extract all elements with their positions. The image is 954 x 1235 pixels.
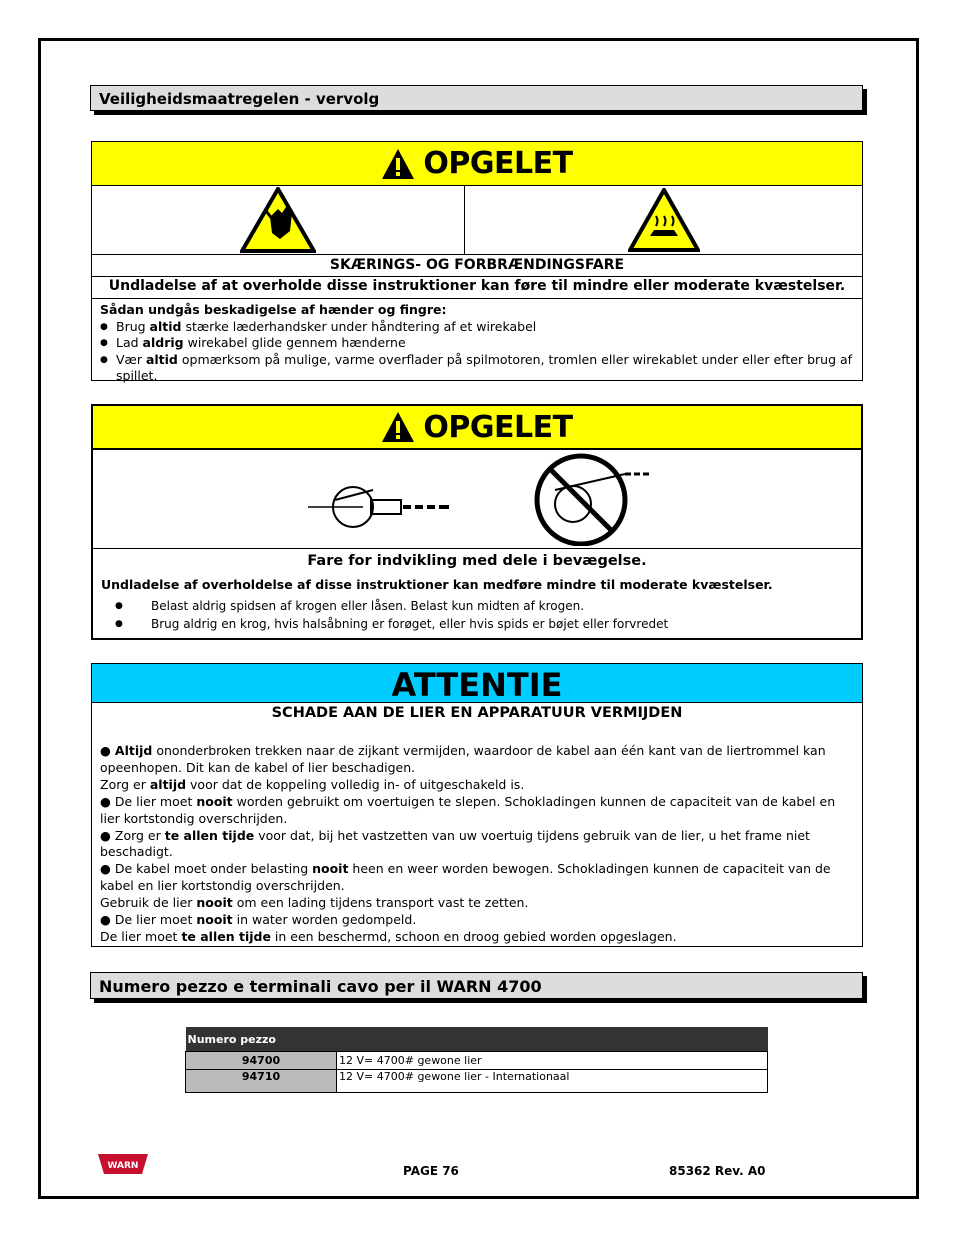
parts-table-header: Numero pezzo bbox=[186, 1027, 768, 1052]
hook-correct-icon bbox=[303, 470, 463, 530]
attention-line: ● Zorg er te allen tijde voor dat, bij het vastzetten van uw voertuig tijdens gebruik van de lier, u het frame niet beschadigt. bbox=[100, 827, 810, 860]
hazard-cell-burn bbox=[465, 186, 862, 254]
attention-line: Zorg er altijd voor dat de koppeling volledig in- of uitgeschakeld is. bbox=[100, 776, 525, 792]
hazard-cell-cut bbox=[92, 186, 465, 254]
hazard-title: SKÆRINGS- OG FORBRÆNDINGSFARE bbox=[92, 255, 862, 277]
hook-image-row bbox=[93, 450, 861, 549]
attention-banner: ATTENTIE bbox=[92, 664, 862, 703]
attention-line: Gebruik de lier nooit om een lading tijdens transport vast te zetten. bbox=[100, 895, 529, 911]
caution-banner-label: OPGELET bbox=[423, 409, 573, 445]
caution1-list bbox=[100, 319, 854, 385]
hook-prohibited-icon bbox=[525, 450, 655, 546]
list-item: ● Brug altid stærke læderhandsker under håndtering af et wirekabel bbox=[100, 319, 854, 336]
attention-text bbox=[92, 725, 862, 948]
attention-line: ● Altijd ononderbroken trekken naar de zijkant vermijden, waardoor de kabel aan één kant van de liertrommel kan opeenhopen. Dit kan de kabel of lier beschadigen. bbox=[100, 743, 826, 775]
attention-box bbox=[91, 663, 863, 947]
attention-line: ● De kabel moet onder belasting nooit heen en weer worden bewogen. Schokladingen kunnen de capaciteit van de kabel en lier kortstondig overschrijden. bbox=[100, 861, 831, 894]
hazard-consequence: Undladelse af at overholde disse instruktioner kan føre til mindre eller moderate kvæstelser. bbox=[92, 277, 862, 299]
caution-instructions bbox=[92, 299, 862, 387]
hazard-title: Fare for indvikling med dele i bevægelse. bbox=[307, 553, 647, 569]
list-item: ● Vær altid opmærksom på mulige, varme overflader på spilmotoren, tromlen eller wirekablet under eller efter brug af spillet. bbox=[100, 352, 854, 385]
part-number: 94700 bbox=[186, 1052, 337, 1070]
caution-banner-label: OPGELET bbox=[423, 146, 573, 181]
hazard-image-row bbox=[92, 186, 862, 255]
part-description: 12 V= 4700# gewone lier - Internationaal bbox=[337, 1070, 768, 1093]
attention-title: SCHADE AAN DE LIER EN APPARATUUR VERMIJDEN bbox=[271, 705, 683, 721]
list-item: ● Lad aldrig wirekabel glide gennem hænderne bbox=[100, 335, 854, 352]
warn-logo-icon bbox=[98, 1152, 148, 1176]
table-row bbox=[186, 1070, 768, 1093]
caution-box-cut-burn bbox=[91, 141, 863, 381]
attention-line: ● De lier moet nooit worden gebruikt om voertuigen te slepen. Schokladingen kunnen de capaciteit van de kabel en lier kortstondig overschrijden. bbox=[100, 793, 836, 826]
table-row bbox=[186, 1052, 768, 1070]
section-header-safety: Veiligheidsmaatregelen - vervolg bbox=[90, 85, 863, 111]
cut-hazard-icon bbox=[240, 187, 316, 253]
caution-instructions bbox=[93, 573, 861, 635]
parts-table bbox=[185, 1027, 768, 1093]
warning-triangle-icon bbox=[381, 148, 415, 180]
caution2-list bbox=[115, 597, 853, 633]
avoid-title: Sådan undgås beskadigelse af hænder og fingre: bbox=[100, 302, 447, 317]
part-description: 12 V= 4700# gewone lier bbox=[337, 1052, 768, 1070]
caution-banner bbox=[92, 142, 862, 186]
burn-hazard-icon bbox=[628, 188, 700, 252]
hazard-consequence: Undladelse af overholdelse af disse instruktioner kan medføre mindre til moderate kvæstelser. bbox=[101, 577, 773, 592]
svg-text:WARN: WARN bbox=[107, 1161, 139, 1171]
attention-line: ● De lier moet nooit in water worden gedompeld. bbox=[100, 912, 417, 928]
page-number: PAGE 76 bbox=[403, 1164, 459, 1178]
warn-logo bbox=[98, 1152, 148, 1176]
list-item: ● Brug aldrig en krog, hvis halsåbning er forøget, eller hvis spids er bøjet eller forvredet bbox=[115, 615, 853, 633]
section-header-parts: Numero pezzo e terminali cavo per il WARN 4700 bbox=[90, 972, 863, 999]
list-item: ● Belast aldrig spidsen af krogen eller låsen. Belast kun midten af krogen. bbox=[115, 597, 853, 615]
document-revision: 85362 Rev. A0 bbox=[669, 1164, 766, 1178]
part-number: 94710 bbox=[186, 1070, 337, 1093]
attention-line: De lier moet te allen tijde in een beschermd, schoon en droog gebied worden opgeslagen. bbox=[100, 928, 677, 944]
caution-box-entanglement bbox=[91, 404, 863, 640]
caution-banner bbox=[93, 406, 861, 450]
warning-triangle-icon bbox=[381, 411, 415, 443]
